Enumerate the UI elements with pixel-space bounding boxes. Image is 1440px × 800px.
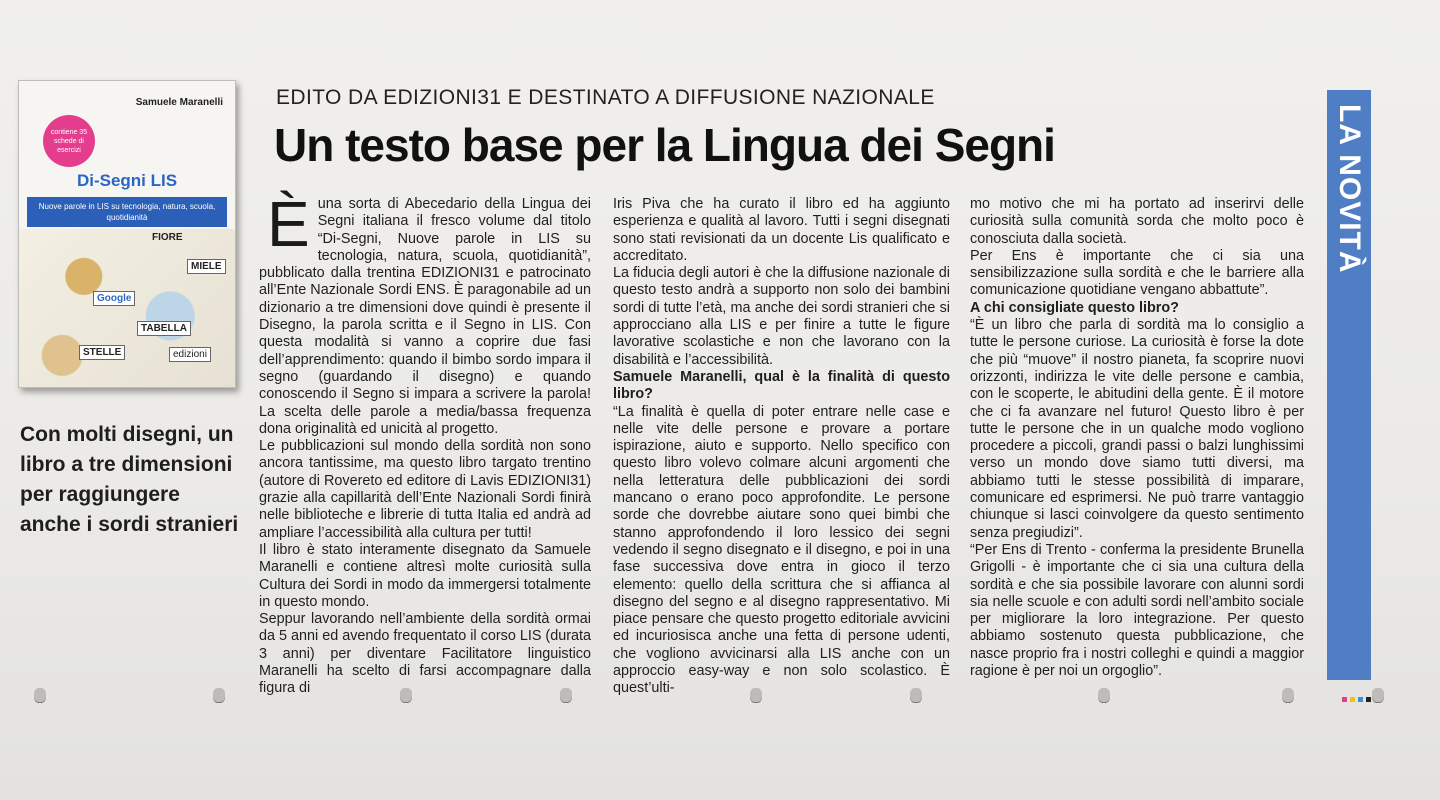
art-label-edizioni: edizioni xyxy=(169,347,211,362)
book-author: Samuele Maranelli xyxy=(135,97,223,108)
interview-question: A chi consigliate questo libro? xyxy=(970,299,1179,316)
paragraph: Le pubblicazioni sul mondo della sordità non sono ancora tantissime, ma questo libro targato trentino (autore di Rovereto ed editore di Lavis EDIZIONI31) grazie alla capillarità dell’Ente Nazionali Sordi finirà nelle biblioteche e librerie di tutta Italia ed andrà ad ampliare l’accessibilità alla cultura per tutti! xyxy=(259,438,591,541)
paragraph: Per Ens è importante che ci sia una sensibilizzazione sulla sordità e che le barriere alla comunicazione quotidiane vengano abbattute”. xyxy=(970,247,1304,299)
book-badge: contiene 35 schede di esercizi xyxy=(43,115,95,167)
binding-hole xyxy=(560,688,572,702)
paragraph: “È un libro che parla di sordità ma lo consiglio a tutte le persone curiose. La curiosità è forse la dote che più “muove” il nostro pianeta, fa scoprire nuovi orizzonti, indirizza le vite delle persone e cambia, con le scoperte, le abitudini della gente. È il motore che ci fa avanzare nel futuro! Questo libro è per tutte le persone che in un qualche modo vogliono procedere a piccoli, grandi passi o balzi lunghissimi verso un mondo dove siamo tutti diversi, ma abbiamo tutti le stesse possibilità di imparare, comunicare ed esprimersi. Ne può trarre vantaggio chiunque si lasci coinvolgere da questo sentimento senza pregiudizi”. xyxy=(970,317,1304,541)
binding-hole xyxy=(750,688,762,702)
photo-caption: Con molti disegni, un libro a tre dimensioni per raggiungere anche i sordi stranieri xyxy=(20,423,239,536)
book-illustration xyxy=(19,229,235,387)
interview-question: Samuele Maranelli, qual è la finalità di questo libro? xyxy=(613,368,950,403)
book-cover-image xyxy=(18,80,236,388)
paragraph: una sorta di Abecedario della Lingua dei Segni italiana il fresco volume dal titolo “Di-Segni, Nuove parole in LIS su tecnologia, natura, scuola, quotidianità”, pubblicato dalla trentina EDIZIONI31 e patrocinato all’Ente Nazionale Sordi ENS. È paragonabile ad un dizionario a tre dimensioni dove quindi è presente il Disegno, la parola scritta e il Segno in LIS. Con questa modalità si vanno a coprire due fasi dell’apprendimento: quando il bimbo sordo impara il segno (guardando il disegno) e quando conoscendo il Segno si impara a scrivere la parola! La scelta delle parole a media/bassa frequenza dona originalità ed unicità al progetto. xyxy=(259,196,591,437)
binding-hole xyxy=(1282,688,1294,702)
binding-hole xyxy=(34,688,46,702)
article-headline: Un testo base per la Lingua dei Segni xyxy=(274,119,1055,171)
article-column-3 xyxy=(970,196,1304,680)
book-title: Di-Segni LIS xyxy=(76,171,178,190)
article-column-2 xyxy=(613,196,950,698)
section-label: LA NOVITÀ xyxy=(1333,104,1366,274)
section-strip xyxy=(1327,90,1371,680)
art-label-stelle: STELLE xyxy=(79,345,125,360)
binding-hole xyxy=(1098,688,1110,702)
art-label-google: Google xyxy=(93,291,135,306)
binding-hole xyxy=(910,688,922,702)
binding-hole xyxy=(1372,688,1384,702)
drop-cap: È xyxy=(267,188,310,260)
art-label-tabella: TABELLA xyxy=(137,321,191,336)
color-register-marks xyxy=(1342,697,1371,702)
paragraph: Il libro è stato interamente disegnato da Samuele Maranelli e contiene altresì molte curiosità sulla Cultura dei Sordi in modo da immergersi totalmente in questo mondo. xyxy=(259,541,591,610)
paragraph: Iris Piva che ha curato il libro ed ha aggiunto esperienza e qualità al lavoro. Tutti i segni disegnati sono stati revisionati da un docente Lis qualificato e accreditato. xyxy=(613,196,950,264)
paragraph: “Per Ens di Trento - conferma la presidente Brunella Grigolli - è importante che ci sia una cultura della sordità e che sia possibile lavorare con alunni sordi sia nelle scuole e con adulti sordi nell’ambito sociale per migliorare la loro integrazione. Per questo abbiamo sostenuto questa pubblicazione, che nasce proprio fra i nostri colleghi e quindi a maggior ragione è per noi un orgoglio”. xyxy=(970,541,1304,680)
article-kicker: EDITO DA EDIZIONI31 E DESTINATO A DIFFUSIONE NAZIONALE xyxy=(276,86,935,109)
binding-hole xyxy=(213,688,225,702)
paragraph: “La finalità è quella di poter entrare nelle case e nelle vite delle persone e provare a portare ispirazione, aiuto e supporto. Nello specifico con questo libro volevo colmare alcuni argomenti che nella letteratura delle pubblicazioni dei sordi mancano o erano poco approfondite. Le persone sorde che dovrebbe aiutare sono quei bimbi che stanno approfondendo il loro lessico dei segni vedendo il segno disegnato e il disegno, e poi in una fase successiva dove entra in gioco il terzo elemento: quello della scrittura che si affianca al disegno del segno e al disegno rappresentativo. Mi piace pensare che questo progetto editoriale avvicini ed incuriosisca anche una fetta di persone udenti, che vogliono avvicinarsi alla LIS anche con un approccio easy-way e non solo scolastico. È quest’ulti- xyxy=(613,403,950,697)
binding-hole xyxy=(400,688,412,702)
paragraph: Seppur lavorando nell’ambiente della sordità ormai da 5 anni ed avendo frequentato il corso LIS (durata 3 anni) per diventare Facilitatore linguistico Maranelli ha scelto di farsi accompagnare dalla figura di xyxy=(259,611,592,697)
art-label-miele: MIELE xyxy=(187,259,226,274)
art-label-fiore: FIORE xyxy=(152,232,183,243)
article-column-1 xyxy=(259,188,592,698)
book-subtitle: Nuove parole in LIS su tecnologia, natura, scuola, quotidianità xyxy=(27,197,227,227)
paragraph: mo motivo che mi ha portato ad inserirvi delle curiosità sulla comunità sorda che molto poco è conosciuta dalla società. xyxy=(970,196,1304,247)
paragraph: La fiducia degli autori è che la diffusione nazionale di questo testo andrà a supporto non solo dei bambini sordi di tutte l’età, ma anche dei sordi stranieri che si approcciano alla LIS e per finire a tutte le figure lavorative scolastiche e non che lavorano con la disabilità e l’accessibilità. xyxy=(613,265,950,368)
